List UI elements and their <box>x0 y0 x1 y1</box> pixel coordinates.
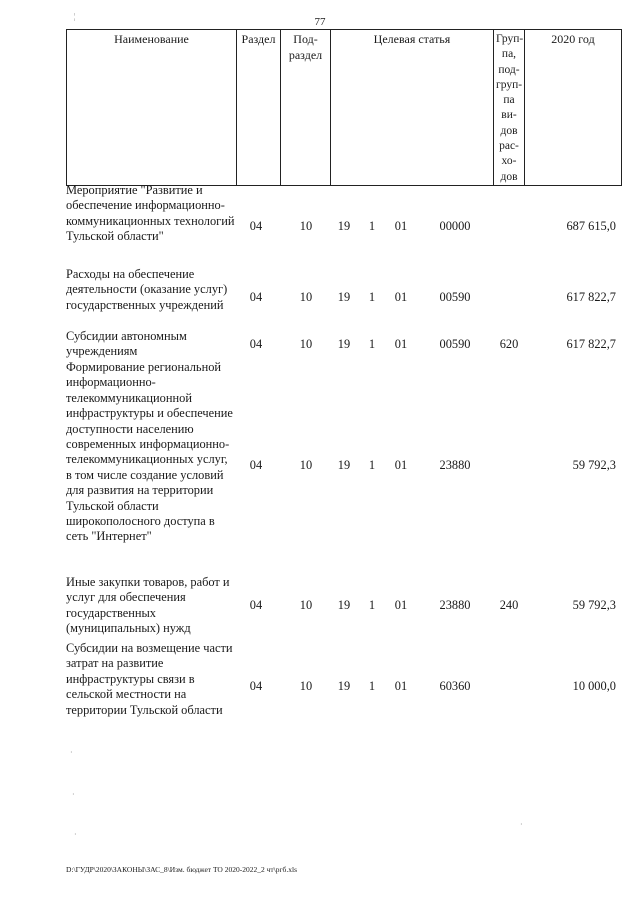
header-year: 2020 год <box>525 30 622 186</box>
row-target-direction: 23880 <box>439 598 471 612</box>
row-podrazdel: 10 <box>299 219 313 233</box>
header-name: Наименование <box>67 30 237 186</box>
row-target-program: 19 <box>337 458 351 472</box>
file-path-footer: D:\ГУДР\2020\ЗАКОНЫ\ЗАС_8\Изм. бюджет ТО 2020-2022_2 чт\ргб.xls <box>66 865 297 874</box>
row-name: Субсидии автономным учреждениям <box>66 329 187 359</box>
row-target-program: 19 <box>337 679 351 693</box>
column-header-table <box>66 29 622 186</box>
row-name: Мероприятие "Развитие и обеспечение информационно-коммуникационных технологий Тульской области" <box>66 183 235 244</box>
row-target-program: 19 <box>337 219 351 233</box>
row-target-program: 19 <box>337 290 351 304</box>
row-podrazdel: 10 <box>299 458 313 472</box>
row-amount: 617 822,7 <box>566 337 616 351</box>
row-name: Иные закупки товаров, работ и услуг для обеспечения государственных (муниципальных) нужд <box>66 575 230 636</box>
row-target-event: 01 <box>394 337 408 351</box>
row-group: 620 <box>499 337 519 351</box>
row-target-program: 19 <box>337 598 351 612</box>
row-target-event: 01 <box>394 458 408 472</box>
row-podrazdel: 10 <box>299 598 313 612</box>
row-razdel: 04 <box>249 290 263 304</box>
row-target-event: 01 <box>394 679 408 693</box>
row-group: 240 <box>499 598 519 612</box>
row-target-direction: 00000 <box>439 219 471 233</box>
row-target-subprogram: 1 <box>368 337 376 351</box>
scan-speck: · <box>74 830 77 839</box>
page-number: 77 <box>314 16 326 28</box>
header-target: Целевая статья <box>331 30 494 186</box>
row-target-subprogram: 1 <box>368 679 376 693</box>
header-subsection: Под- раздел <box>281 30 331 186</box>
row-target-subprogram: 1 <box>368 598 376 612</box>
row-target-subprogram: 1 <box>368 219 376 233</box>
row-name: Субсидии на возмещение части затрат на развитие инфраструктуры связи в сельской местности на территории Тульской области <box>66 641 233 717</box>
row-target-direction: 00590 <box>439 337 471 351</box>
header-group: Груп- па, под- груп- па ви- дов рас- хо- дов <box>494 30 525 186</box>
row-target-event: 01 <box>394 598 408 612</box>
row-amount: 617 822,7 <box>566 290 616 304</box>
row-razdel: 04 <box>249 337 263 351</box>
row-target-subprogram: 1 <box>368 290 376 304</box>
row-name: Формирование региональной информационно-телекоммуникационной инфраструктуры и обеспечение доступности населению современных информационно-телекоммуникационных услуг, в том числе создание условий для развития на территории Тульской области широкополосного доступа в сеть "Интернет" <box>66 360 233 544</box>
scan-speck: · <box>520 820 523 829</box>
row-podrazdel: 10 <box>299 679 313 693</box>
row-amount: 10 000,0 <box>572 679 616 693</box>
scan-speck: ¦ <box>74 12 76 21</box>
row-razdel: 04 <box>249 679 263 693</box>
row-target-event: 01 <box>394 219 408 233</box>
row-target-direction: 00590 <box>439 290 471 304</box>
row-target-event: 01 <box>394 290 408 304</box>
row-target-program: 19 <box>337 337 351 351</box>
row-target-subprogram: 1 <box>368 458 376 472</box>
row-amount: 59 792,3 <box>572 598 616 612</box>
row-amount: 687 615,0 <box>566 219 616 233</box>
row-target-direction: 23880 <box>439 458 471 472</box>
row-razdel: 04 <box>249 219 263 233</box>
row-podrazdel: 10 <box>299 290 313 304</box>
row-razdel: 04 <box>249 598 263 612</box>
row-name: Расходы на обеспечение деятельности (оказание услуг) государственных учреждений <box>66 267 228 312</box>
row-podrazdel: 10 <box>299 337 313 351</box>
scan-speck: · <box>70 748 73 757</box>
header-section: Раздел <box>237 30 281 186</box>
scan-speck: · <box>72 790 75 799</box>
row-razdel: 04 <box>249 458 263 472</box>
row-amount: 59 792,3 <box>572 458 616 472</box>
row-target-direction: 60360 <box>439 679 471 693</box>
